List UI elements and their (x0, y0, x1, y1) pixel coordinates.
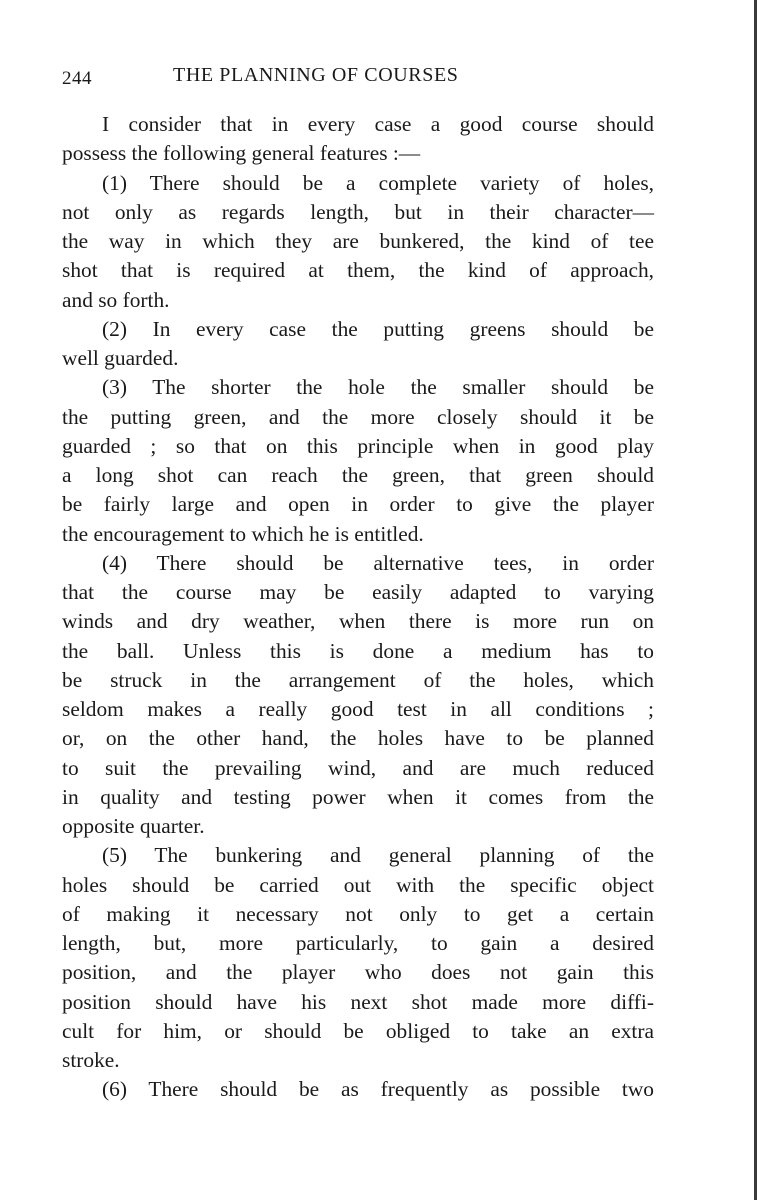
text-line: opposite quarter. (62, 814, 205, 838)
text-line: seldom makes a really good test in all conditions ; (62, 697, 654, 721)
text-line: position should have his next shot made more diffi- (62, 989, 654, 1014)
text-line: be struck in the arrangement of the holes, which (62, 667, 654, 692)
text-line: that the course may be easily adapted to varying (62, 580, 654, 604)
text-line: and so forth. (62, 287, 170, 312)
text-line: shot that is required at them, the kind of approach, (62, 258, 654, 283)
text-line: (4) There should be alternative tees, in order (102, 550, 654, 575)
text-line: (5) The bunkering and general planning of the (102, 843, 654, 868)
text-line: not only as regards length, but in their character— (62, 199, 654, 224)
text-line: to suit the prevailing wind, and are much reduced (62, 755, 654, 780)
text-line: guarded ; so that on this principle when in good play (62, 433, 654, 458)
page-number: 244 (62, 68, 92, 89)
text-line: be fairly large and open in order to give the player (62, 492, 654, 517)
text-line: well guarded. (62, 346, 179, 370)
text-line: winds and dry weather, when there is more run on (62, 609, 654, 634)
text-line: possess the following general features :— (62, 141, 421, 166)
body-text (62, 110, 654, 1105)
text-line: or, on the other hand, the holes have to be planned (62, 726, 654, 751)
text-line: I consider that in every case a good course should (102, 112, 654, 136)
text-line: length, but, more particularly, to gain a desired (62, 931, 654, 955)
text-line: (3) The shorter the hole the smaller should be (102, 375, 654, 400)
text-line: stroke. (62, 1048, 120, 1072)
text-line: a long shot can reach the green, that green should (62, 463, 654, 487)
text-line: (2) In every case the putting greens should be (102, 316, 654, 341)
text-line: holes should be carried out with the specific object (62, 872, 654, 897)
text-line: (6) There should be as frequently as possible two (102, 1077, 654, 1102)
page-header (62, 62, 662, 92)
text-line: cult for him, or should be obliged to take an extra (62, 1018, 654, 1043)
text-line: in quality and testing power when it comes from the (62, 784, 654, 809)
text-line: the ball. Unless this is done a medium has to (62, 638, 654, 663)
text-line: of making it necessary not only to get a certain (62, 901, 654, 926)
text-line: the putting green, and the more closely should it be (62, 404, 654, 429)
text-line: the way in which they are bunkered, the kind of tee (62, 229, 654, 253)
running-title: THE PLANNING OF COURSES (173, 64, 459, 86)
text-line: the encouragement to which he is entitled. (62, 521, 424, 546)
text-line: (1) There should be a complete variety of holes, (102, 170, 654, 195)
text-line: position, and the player who does not gain this (62, 960, 654, 985)
